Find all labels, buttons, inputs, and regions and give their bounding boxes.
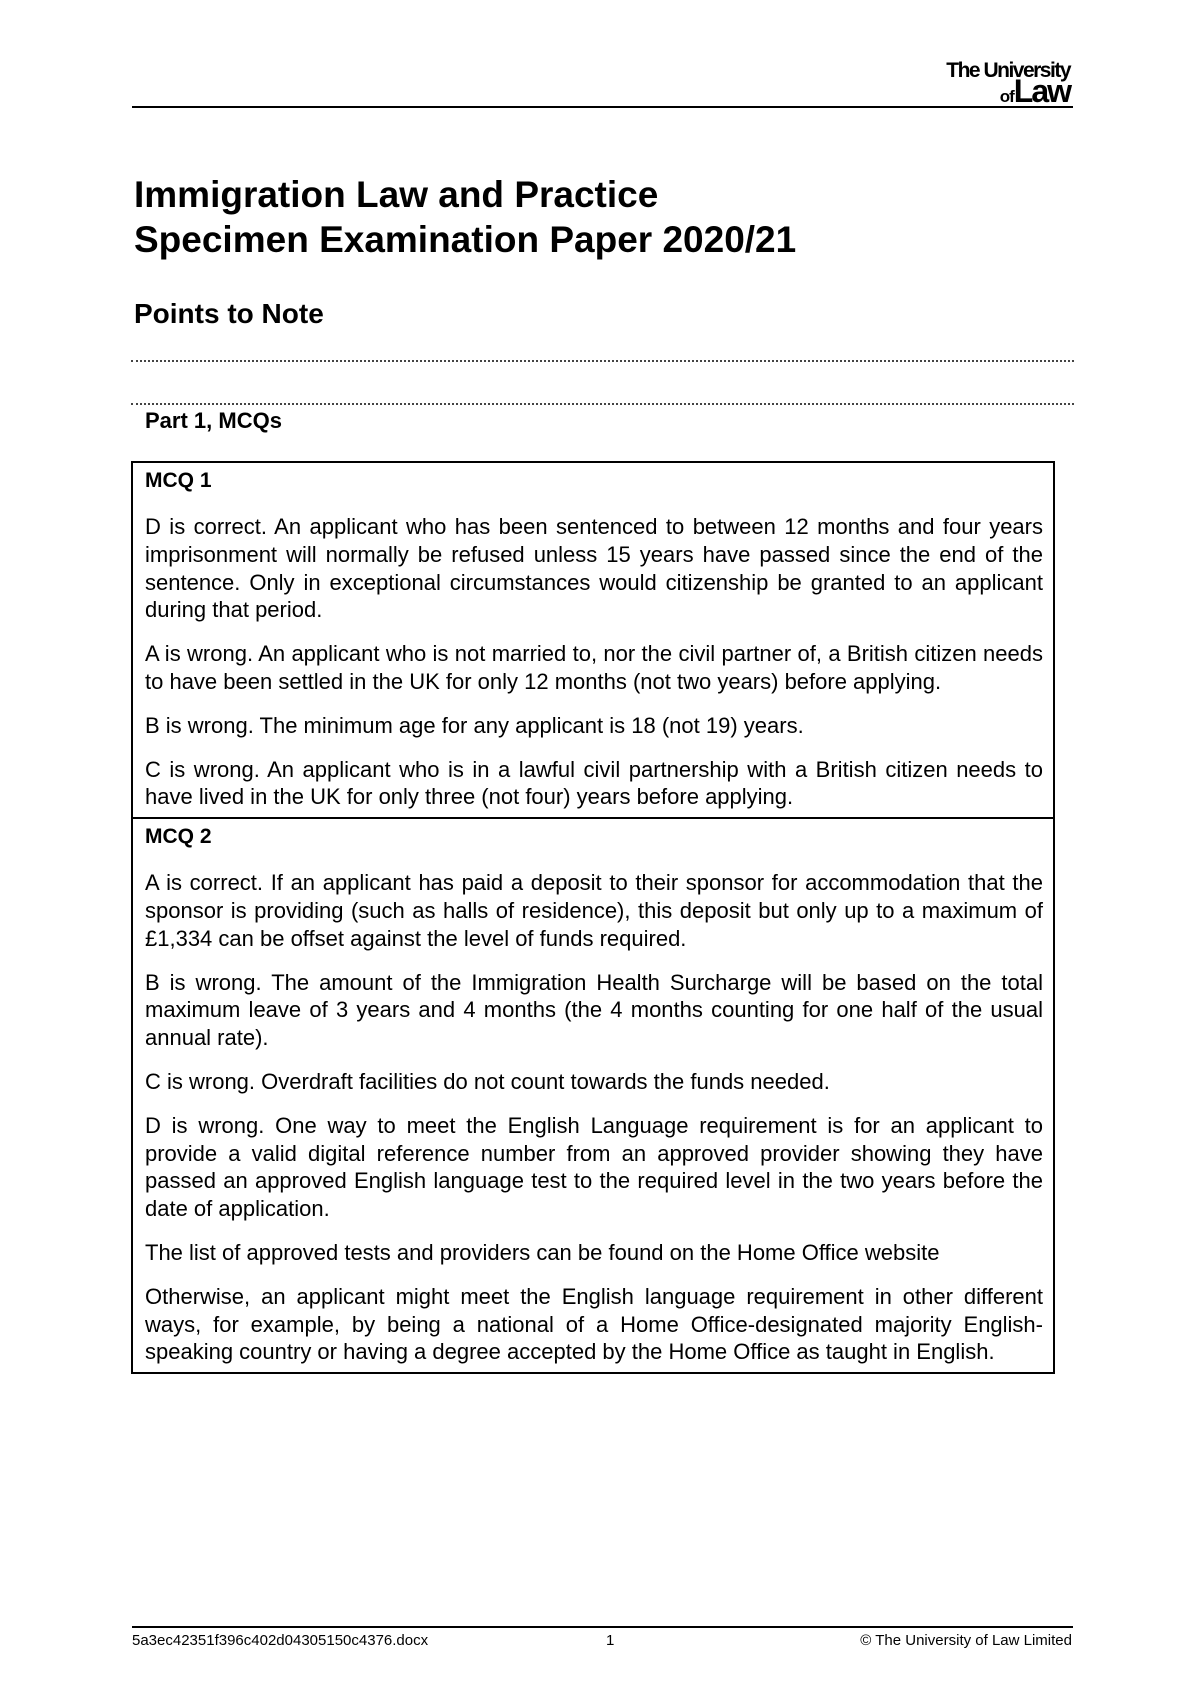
header-rule bbox=[132, 106, 1073, 108]
part-label: Part 1, MCQs bbox=[145, 408, 282, 433]
footer-rule bbox=[132, 1626, 1073, 1628]
mcq-heading: MCQ 2 bbox=[145, 825, 212, 849]
mcq-box-1 bbox=[133, 463, 1053, 817]
title-line2: Specimen Examination Paper 2020/21 bbox=[134, 219, 797, 260]
blank-line-2 bbox=[131, 403, 1074, 405]
mcq-box-2 bbox=[133, 817, 1053, 1372]
title-block bbox=[134, 172, 1074, 262]
mcq-paragraph: B is wrong. The minimum age for any applicant is 18 (not 19) years. bbox=[145, 712, 804, 738]
mcq-table bbox=[131, 461, 1055, 1374]
mcq-heading: MCQ 1 bbox=[145, 469, 212, 492]
blank-line-1 bbox=[131, 360, 1074, 362]
page-title bbox=[134, 172, 1074, 262]
mcq-paragraph: D is wrong. One way to meet the English Language requirement is for an applicant to provide a valid digital reference number from an approved provider showing they have passed an approved English language test to the required level in the two years before the date of application. bbox=[145, 1112, 1043, 1222]
mcq-paragraph: The list of approved tests and providers can be found on the Home Office website bbox=[145, 1239, 940, 1265]
mcq-paragraph: A is wrong. An applicant who is not married to, nor the civil partner of, a British citizen needs to have been settled in the UK for only 12 months (not two years) before applying. bbox=[145, 641, 1043, 694]
logo-law: Law bbox=[1013, 73, 1070, 109]
logo-line1: The University bbox=[946, 59, 1070, 82]
logo-of: of bbox=[999, 87, 1014, 106]
page-footer bbox=[132, 1632, 1072, 1652]
footer-copyright: © The University of Law Limited bbox=[860, 1632, 1072, 1649]
mcq-paragraph: C is wrong. An applicant who is in a lawful civil partnership with a British citizen needs to have lived in the UK for only three (not four) years before applying. bbox=[145, 756, 1043, 810]
university-logo bbox=[860, 59, 1070, 109]
mcq-paragraph: Otherwise, an applicant might meet the English language requirement in other different ways, for example, by being a national of a Home Office-designated majority English-speaking country or having a degree accepted by the Home Office as taught in English. bbox=[145, 1283, 1043, 1365]
points-to-note-heading: Points to Note bbox=[134, 298, 324, 329]
title-line1: Immigration Law and Practice bbox=[134, 174, 659, 215]
footer-filename: 5a3ec42351f396c402d04305150c4376.docx bbox=[132, 1632, 429, 1649]
mcq-paragraph: A is correct. If an applicant has paid a deposit to their sponsor for accommodation that the sponsor is providing (such as halls of residence), this deposit but only up to a maximum of £1,334 can be offset against the level of funds required. bbox=[145, 870, 1043, 951]
mcq-paragraph: C is wrong. Overdraft facilities do not count towards the funds needed. bbox=[145, 1068, 830, 1094]
mcq-paragraph: B is wrong. The amount of the Immigration Health Surcharge will be based on the total maximum leave of 3 years and 4 months (the 4 months counting for one half of the usual annual rate). bbox=[145, 969, 1043, 1051]
footer-page-number: 1 bbox=[606, 1632, 615, 1649]
mcq-paragraph: D is correct. An applicant who has been sentenced to between 12 months and four years imprisonment will normally be refused unless 15 years have passed since the end of the sentence. Only in exceptional circumstances would citizenship be granted to an applicant during that period. bbox=[145, 514, 1043, 623]
